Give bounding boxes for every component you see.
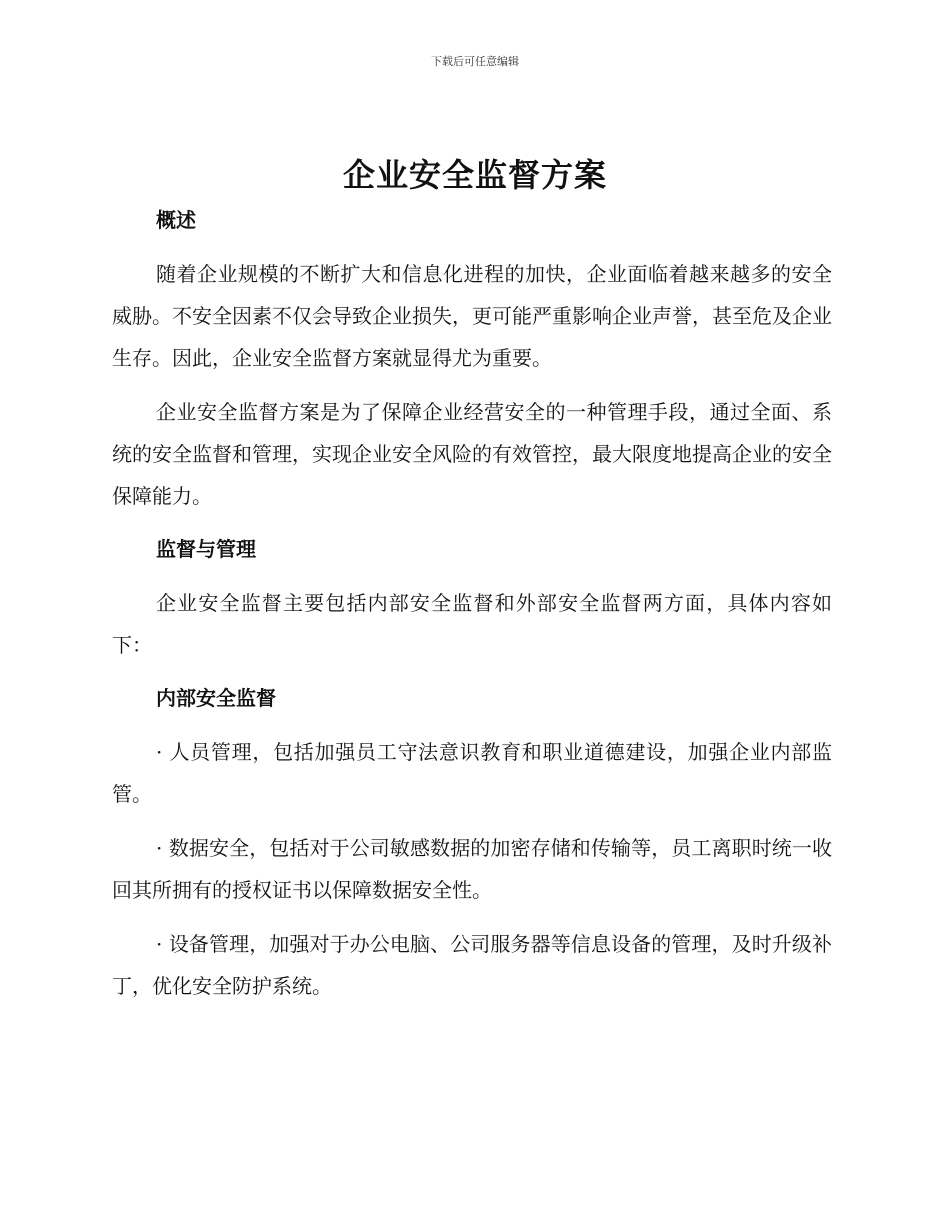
list-item: · 数据安全，包括对于公司敏感数据的加密存储和传输等，员工离职时统一收回其所拥有的授权证书以保障数据安全性。 [112,836,832,902]
overview-paragraph-2: 企业安全监督方案是为了保障企业经营安全的一种管理手段，通过全面、系统的安全监督和管理，实现企业安全风险的有效管控，最大限度地提高企业的安全保障能力。 [112,400,832,508]
list-item: · 设备管理，加强对于办公电脑、公司服务器等信息设备的管理，及时升级补丁，优化安全防护系统。 [112,932,832,998]
section-heading-supervision: 监督与管理 [156,537,256,561]
document-body [112,200,832,1007]
overview-paragraph-1: 随着企业规模的不断扩大和信息化进程的加快，企业面临着越来越多的安全威胁。不安全因素不仅会导致企业损失，更可能严重影响企业声誉，甚至危及企业生存。因此，企业安全监督方案就显得尤为重要。 [112,262,832,370]
page-header-note: 下载后可任意编辑 [431,55,519,68]
list-item: · 人员管理，包括加强员工守法意识教育和职业道德建设，加强企业内部监管。 [112,740,832,806]
supervision-paragraph-1: 企业安全监督主要包括内部安全监督和外部安全监督两方面，具体内容如下： [112,591,832,657]
document-title: 企业安全监督方案 [342,156,607,194]
section-heading-internal: 内部安全监督 [156,686,276,710]
section-heading-overview: 概述 [156,208,196,232]
